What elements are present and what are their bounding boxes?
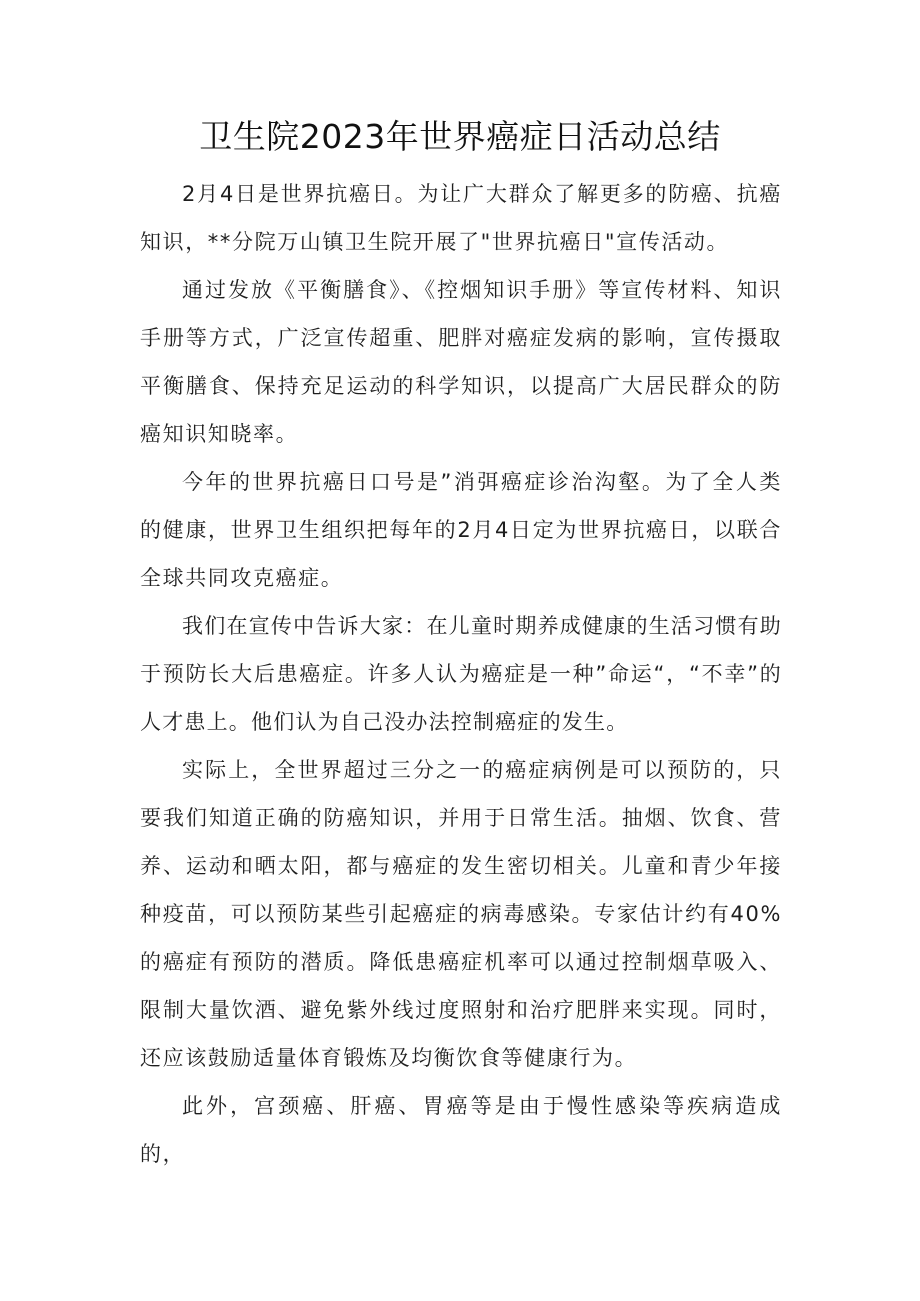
paragraph-prevention: 实际上，全世界超过三分之一的癌症病例是可以预防的，只要我们知道正确的防癌知识，并用于日常生活。抽烟、饮食、营养、运动和晒太阳，都与癌症的发生密切相关。儿童和青少年接种疫苗，可以预防某些引起癌症的病毒感染。专家估计约有40%的癌症有预防的潜质。降低患癌症机率可以通过控制烟草吸入、限制大量饮酒、避免紫外线过度照射和治疗肥胖来实现。同时，还应该鼓励适量体育锻炼及均衡饮食等健康行为。	[140, 758, 782, 1070]
document-body	[140, 170, 782, 1178]
paragraph-slogan: 今年的世界抗癌日口号是”消弭癌症诊治沟壑。为了全人类的健康，世界卫生组织把每年的2月4日定为世界抗癌日，以联合全球共同攻克癌症。	[140, 470, 782, 590]
paragraph-event-intro: 2月4日是世界抗癌日。为让广大群众了解更多的防癌、抗癌知识，**分院万山镇卫生院开展了"世界抗癌日"宣传活动。	[140, 182, 782, 254]
document-title: 卫生院2023年世界癌症日活动总结	[199, 117, 721, 156]
paragraph-childhood-habits: 我们在宣传中告诉大家：在儿童时期养成健康的生活习惯有助于预防长大后患癌症。许多人认为癌症是一种”命运“，“不幸”的人才患上。他们认为自己没办法控制癌症的发生。	[140, 614, 782, 734]
paragraph-materials: 通过发放《平衡膳食》、《控烟知识手册》等宣传材料、知识手册等方式，广泛宣传超重、肥胖对癌症发病的影响，宣传摄取平衡膳食、保持充足运动的科学知识，以提高广大居民群众的防癌知识知晓率。	[140, 278, 782, 446]
paragraph-infections: 此外，宫颈癌、肝癌、胃癌等是由于慢性感染等疾病造成的，	[140, 1094, 782, 1166]
